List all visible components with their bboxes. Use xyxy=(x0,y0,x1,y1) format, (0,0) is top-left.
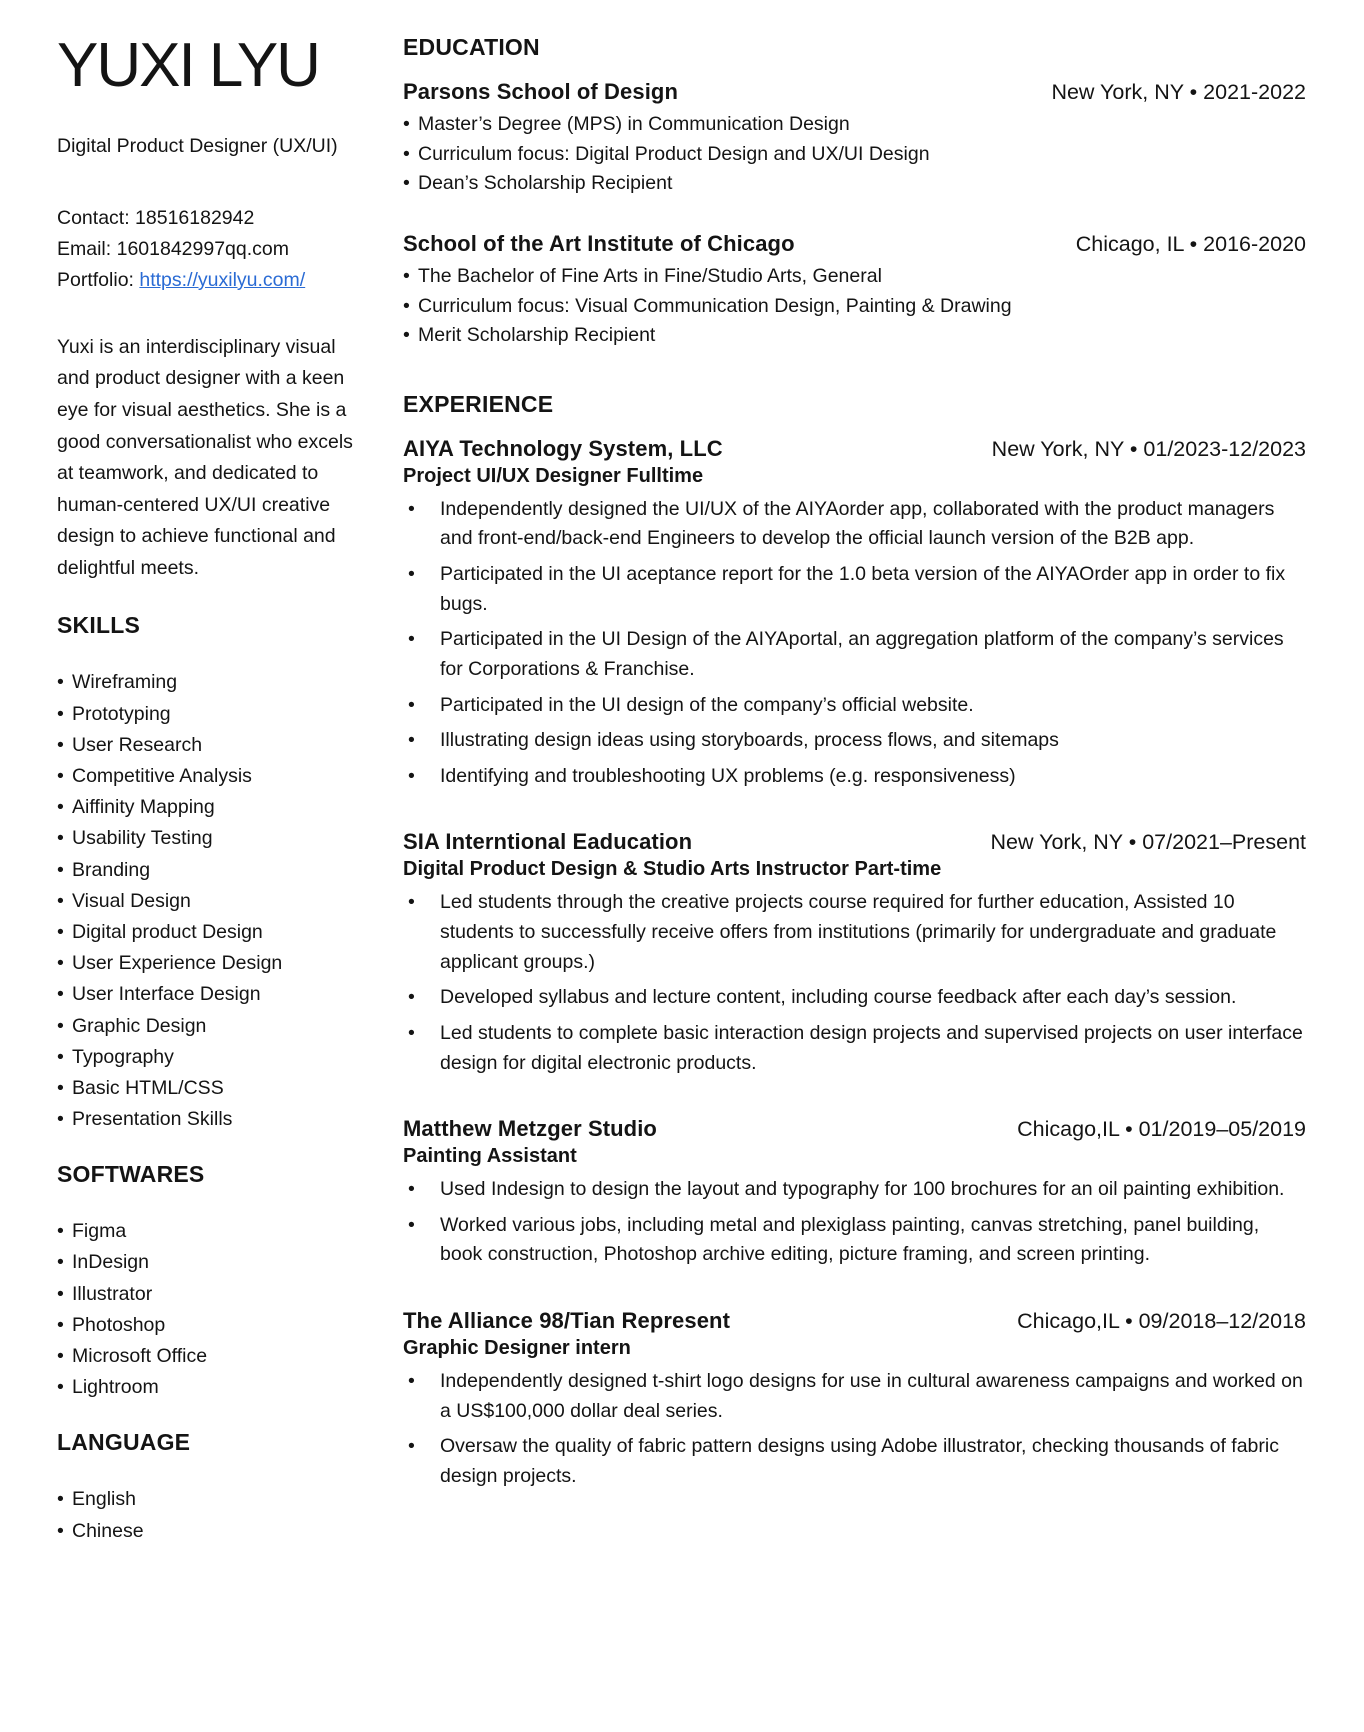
portfolio-label: Portfolio: xyxy=(57,269,134,292)
skill-label: Branding xyxy=(72,858,151,881)
experience-bullet-text: Oversaw the quality of fabric pattern designs using Adobe illustrator, checking thousands of fabric design projects. xyxy=(440,1435,1279,1487)
contact-phone: 18516182942 xyxy=(135,207,255,230)
bullet-icon: • xyxy=(408,729,415,752)
school-name: School of the Art Institute of Chicago xyxy=(403,230,795,256)
email-value: 1601842997qq.com xyxy=(116,238,290,261)
experience-bullet-text: Developed syllabus and lecture content, including course feedback after each day’s session. xyxy=(440,986,1237,1009)
bullet-icon: • xyxy=(408,1178,415,1201)
experience-entry-header xyxy=(403,436,1306,462)
portfolio-link[interactable]: https://yuxilyu.com/ xyxy=(139,269,306,292)
software-label: Illustrator xyxy=(72,1282,153,1305)
skill-item xyxy=(57,917,369,948)
experience-bullet-text: Used Indesign to design the layout and typography for 100 brochures for an oil painting exhibition. xyxy=(440,1178,1285,1201)
bullet-icon: • xyxy=(57,733,64,756)
bullet-icon: • xyxy=(408,1021,415,1044)
bullet-icon: • xyxy=(57,952,64,975)
bullet-icon: • xyxy=(57,1313,64,1336)
language-heading: LANGUAGE xyxy=(57,1429,191,1456)
experience-bullet-text: Led students to complete basic interaction design projects and supervised projects on user interface design for digital electronic products. xyxy=(440,1021,1303,1074)
skill-item xyxy=(57,855,369,886)
company-name: Matthew Metzger Studio xyxy=(403,1116,657,1142)
bullet-icon: • xyxy=(57,671,64,694)
language-list xyxy=(57,1484,369,1546)
bullet-icon: • xyxy=(57,1282,64,1305)
role-title: Digital Product Design & Studio Arts Instructor Part-time xyxy=(403,858,942,881)
bullet-icon: • xyxy=(57,702,64,725)
bullet-icon: • xyxy=(57,858,64,881)
bullet-icon: • xyxy=(408,563,415,585)
school-name: Parsons School of Design xyxy=(403,79,679,104)
bullet-icon: • xyxy=(57,1076,64,1099)
skill-item xyxy=(57,1042,369,1073)
education-entry xyxy=(403,79,1306,199)
experience-bullet-text: Participated in the UI aceptance report for the 1.0 beta version of the AIYAOrder app in order to fix bugs. xyxy=(440,563,1286,615)
experience-bullet xyxy=(403,495,1306,554)
softwares-list xyxy=(57,1216,369,1403)
education-bullet-text: Curriculum focus: Visual Communication Design, Painting & Drawing xyxy=(418,294,1012,317)
experience-bullet xyxy=(403,888,1306,977)
education-bullet-text: Dean’s Scholarship Recipient xyxy=(418,172,673,195)
language-label: Chinese xyxy=(72,1519,144,1542)
education-bullet-text: Master’s Degree (MPS) in Communication Design xyxy=(418,113,850,135)
job-title: Digital Product Designer (UX/UI) xyxy=(57,135,338,158)
skill-label: Competitive Analysis xyxy=(72,765,252,788)
bullet-icon: • xyxy=(57,1014,64,1037)
language-label: English xyxy=(72,1488,136,1511)
bullet-icon: • xyxy=(57,983,64,1006)
skill-label: User Research xyxy=(72,733,203,756)
experience-bullet-list xyxy=(403,1175,1306,1270)
bullet-icon: • xyxy=(57,1045,64,1068)
bullet-icon: • xyxy=(403,113,410,135)
bullet-icon: • xyxy=(57,827,64,850)
education-entry-header xyxy=(403,231,1306,257)
skill-item xyxy=(57,730,369,761)
bullet-icon: • xyxy=(57,1376,64,1399)
experience-bullet-text: Illustrating design ideas using storyboards, process flows, and sitemaps xyxy=(440,729,1059,752)
experience-bullet-list xyxy=(403,495,1306,792)
bio-paragraph: Yuxi is an interdisciplinary visual and product designer with a keen eye for visual aesthetics. She is a good conversationalist who excels at teamwork, and dedicated to human-centered UX/UI creative design to achieve functional and delightful meets. xyxy=(57,335,353,579)
email-label: Email: xyxy=(57,238,112,261)
skill-label: Visual Design xyxy=(72,889,191,912)
bullet-icon: • xyxy=(408,628,415,651)
role-title: Project UI/UX Designer Fulltime xyxy=(403,464,704,487)
softwares-section xyxy=(57,1161,369,1403)
experience-bullet xyxy=(403,762,1306,792)
experience-bullet xyxy=(403,1175,1306,1205)
main-column xyxy=(403,34,1306,1573)
education-entry-header xyxy=(403,79,1306,105)
experience-entry xyxy=(403,829,1306,1078)
experience-bullet xyxy=(403,1367,1306,1426)
contact-email-line xyxy=(57,234,369,265)
bullet-icon: • xyxy=(57,1251,64,1274)
skill-label: Wireframing xyxy=(72,671,178,694)
software-label: Figma xyxy=(72,1220,127,1243)
bullet-icon: • xyxy=(57,1345,64,1368)
skill-item xyxy=(57,948,369,979)
company-name: AIYA Technology System, LLC xyxy=(403,435,723,461)
education-bullet xyxy=(403,140,1306,170)
skill-label: Aiffinity Mapping xyxy=(72,796,215,819)
bullet-icon: • xyxy=(403,324,410,347)
language-item xyxy=(57,1516,369,1547)
company-location-dates: Chicago,IL • 01/2019–05/2019 xyxy=(1017,1117,1306,1142)
skill-label: Presentation Skills xyxy=(72,1108,233,1131)
skill-label: Usability Testing xyxy=(72,827,213,850)
company-location-dates: Chicago,IL • 09/2018–12/2018 xyxy=(1017,1309,1306,1333)
bullet-icon: • xyxy=(57,1488,64,1511)
company-location-dates: New York, NY • 01/2023-12/2023 xyxy=(991,436,1306,461)
contact-block xyxy=(57,203,369,295)
candidate-name: YUXI LYU xyxy=(57,31,319,100)
skill-item xyxy=(57,699,369,730)
skill-item xyxy=(57,1073,369,1104)
school-location-dates: New York, NY • 2021-2022 xyxy=(1051,80,1306,104)
experience-section xyxy=(403,391,1306,1492)
experience-bullet-text: Led students through the creative projects course required for further education, Assisted 10 students to successfully receive offers from institutions (primarily for undergraduate and graduate applicant groups.) xyxy=(440,891,1277,973)
software-label: Lightroom xyxy=(72,1376,159,1399)
contact-portfolio-line xyxy=(57,265,369,296)
company-location-dates: New York, NY • 07/2021–Present xyxy=(990,830,1306,855)
experience-bullet xyxy=(403,625,1306,684)
bullet-icon: • xyxy=(408,891,415,914)
bullet-icon: • xyxy=(57,1220,64,1243)
bullet-icon: • xyxy=(408,1435,415,1458)
software-item xyxy=(57,1372,369,1403)
software-item xyxy=(57,1247,369,1278)
experience-entry xyxy=(403,436,1306,792)
experience-entry xyxy=(403,1116,1306,1270)
experience-bullet-text: Worked various jobs, including metal and plexiglass painting, canvas stretching, panel building, book construction, Photoshop archive editing, picture framing, and screen printing. xyxy=(440,1213,1260,1266)
software-label: InDesign xyxy=(72,1251,149,1274)
experience-bullet-text: Independently designed the UI/UX of the AIYAorder app, collaborated with the product managers and front-end/back-end Engineers to develop the official launch version of the B2B app. xyxy=(440,497,1275,550)
skill-label: User Interface Design xyxy=(72,983,261,1006)
bullet-icon: • xyxy=(408,1213,415,1236)
education-bullet-text: The Bachelor of Fine Arts in Fine/Studio Arts, General xyxy=(418,264,882,287)
bullet-icon: • xyxy=(408,986,415,1009)
bullet-icon: • xyxy=(403,264,410,287)
experience-bullet-text: Participated in the UI design of the company’s official website. xyxy=(440,693,974,716)
company-name: The Alliance 98/Tian Represent xyxy=(403,1308,731,1333)
education-bullet-list xyxy=(403,262,1306,351)
skills-section xyxy=(57,612,369,1135)
experience-bullet xyxy=(403,1019,1306,1078)
skill-label: Basic HTML/CSS xyxy=(72,1076,224,1099)
role-title: Painting Assistant xyxy=(403,1145,577,1168)
skill-item xyxy=(57,761,369,792)
bullet-icon: • xyxy=(403,172,410,195)
experience-bullet xyxy=(403,1211,1306,1270)
experience-entry-header xyxy=(403,1116,1306,1142)
skills-list xyxy=(57,667,369,1135)
software-label: Photoshop xyxy=(72,1313,166,1336)
bullet-icon: • xyxy=(408,693,415,716)
experience-bullet-text: Independently designed t-shirt logo designs for use in cultural awareness campaigns and worked on a US$100,000 dollar deal series. xyxy=(440,1370,1303,1422)
contact-phone-line xyxy=(57,203,369,234)
skill-item xyxy=(57,792,369,823)
education-bullet-text: Curriculum focus: Digital Product Design and UX/UI Design xyxy=(418,142,930,165)
skill-label: Prototyping xyxy=(72,702,171,725)
education-bullet xyxy=(403,169,1306,199)
software-item xyxy=(57,1310,369,1341)
experience-bullet xyxy=(403,726,1306,756)
experience-entry-header xyxy=(403,829,1306,855)
education-bullet-list xyxy=(403,110,1306,199)
bullet-icon: • xyxy=(403,142,410,165)
skill-label: Graphic Design xyxy=(72,1014,207,1037)
bullet-icon: • xyxy=(57,889,64,912)
experience-bullet-list xyxy=(403,1367,1306,1492)
skill-label: Digital product Design xyxy=(72,920,263,943)
experience-bullet xyxy=(403,560,1306,619)
skill-item xyxy=(57,1104,369,1135)
bullet-icon: • xyxy=(57,1108,64,1131)
education-bullet xyxy=(403,321,1306,351)
skill-item xyxy=(57,667,369,698)
software-item xyxy=(57,1216,369,1247)
experience-bullet xyxy=(403,691,1306,721)
education-section xyxy=(403,34,1306,351)
company-name: SIA Interntional Eaducation xyxy=(403,829,693,855)
bullet-icon: • xyxy=(57,920,64,943)
school-location-dates: Chicago, IL • 2016-2020 xyxy=(1075,231,1306,256)
bullet-icon: • xyxy=(57,765,64,788)
experience-bullet-text: Participated in the UI Design of the AIYAportal, an aggregation platform of the company’s services for Corporations & Franchise. xyxy=(440,628,1284,680)
bullet-icon: • xyxy=(57,796,64,819)
softwares-heading: SOFTWARES xyxy=(57,1161,205,1188)
experience-entry-header xyxy=(403,1308,1306,1334)
skill-label: Typography xyxy=(72,1045,174,1068)
bullet-icon: • xyxy=(403,294,410,317)
sidebar xyxy=(57,31,369,1573)
skill-item xyxy=(57,1011,369,1042)
skill-item xyxy=(57,823,369,854)
software-item xyxy=(57,1279,369,1310)
bullet-icon: • xyxy=(408,497,415,520)
experience-bullet xyxy=(403,1432,1306,1491)
language-item xyxy=(57,1484,369,1515)
software-item xyxy=(57,1341,369,1372)
software-label: Microsoft Office xyxy=(72,1345,208,1368)
education-bullet xyxy=(403,292,1306,322)
skill-item xyxy=(57,979,369,1010)
bullet-icon: • xyxy=(408,764,415,787)
language-section xyxy=(57,1429,369,1546)
education-bullet xyxy=(403,110,1306,140)
skill-item xyxy=(57,886,369,917)
bullet-icon: • xyxy=(408,1370,415,1392)
experience-heading: EXPERIENCE xyxy=(403,390,554,417)
experience-bullet-text: Identifying and troubleshooting UX problems (e.g. responsiveness) xyxy=(440,764,1016,787)
role-title: Graphic Designer intern xyxy=(403,1337,631,1359)
experience-entry xyxy=(403,1308,1306,1492)
education-entry xyxy=(403,231,1306,351)
education-bullet xyxy=(403,262,1306,292)
bullet-icon: • xyxy=(57,1519,64,1542)
education-heading: EDUCATION xyxy=(403,34,540,60)
experience-bullet-list xyxy=(403,888,1306,1078)
contact-label: Contact: xyxy=(57,207,130,230)
skills-heading: SKILLS xyxy=(57,612,140,639)
skill-label: User Experience Design xyxy=(72,952,283,975)
experience-bullet xyxy=(403,983,1306,1013)
education-bullet-text: Merit Scholarship Recipient xyxy=(418,324,656,347)
